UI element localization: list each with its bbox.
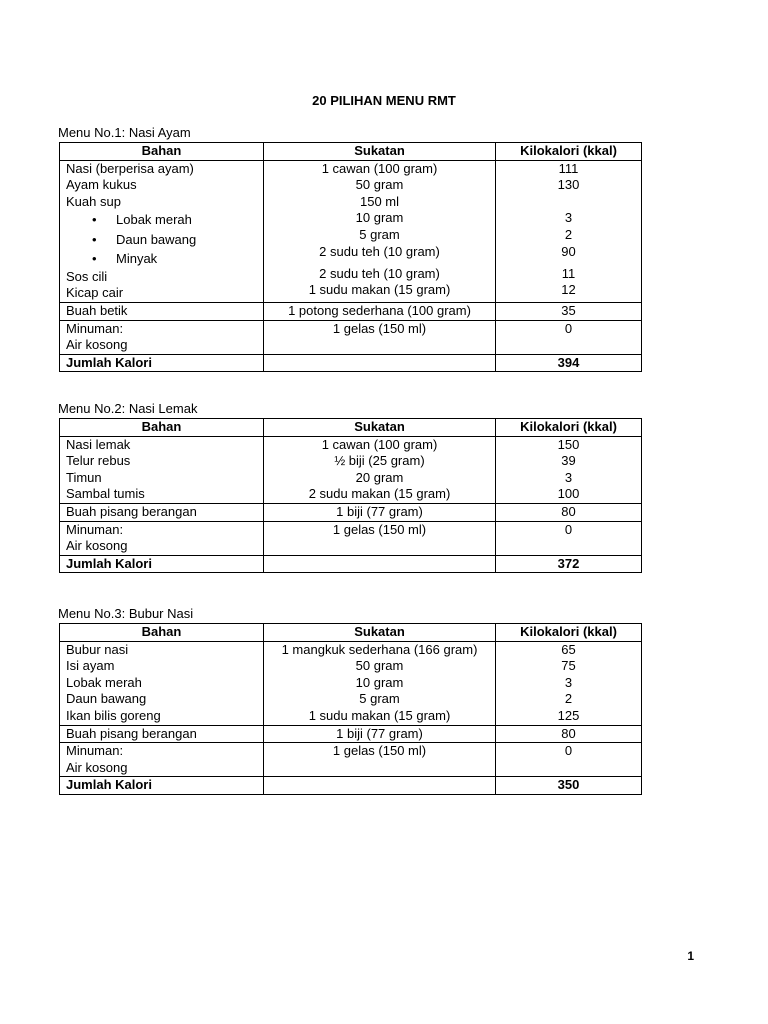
header-kalori: Kilokalori (kkal) [496, 419, 642, 437]
drink-label: Minuman: [66, 743, 124, 759]
measure: 10 gram [355, 210, 404, 226]
menu-1-label: Menu No.1: Nasi Ayam [58, 125, 191, 140]
kalori-cell [496, 160, 642, 302]
ingredient: Ikan bilis goreng [66, 707, 161, 723]
measure: ½ biji (25 gram) [334, 453, 425, 469]
drink-name: Air kosong [66, 759, 128, 775]
kcal: 0 [496, 521, 642, 555]
empty-cell [264, 354, 496, 372]
kalori-cell [496, 641, 642, 725]
kalori-cell [496, 436, 642, 503]
kcal: 100 [557, 486, 580, 502]
measure: 1 gelas (150 ml) [264, 743, 496, 777]
ingredient: Bubur nasi [66, 641, 129, 657]
table-row [60, 743, 642, 777]
measure: 1 mangkuk sederhana (166 gram) [281, 641, 478, 657]
empty-cell [264, 777, 496, 795]
sukatan-cell [264, 436, 496, 503]
drink-label: Minuman: [66, 521, 124, 537]
ingredient [60, 743, 264, 777]
kcal: 2 [564, 226, 573, 242]
header-sukatan: Sukatan [264, 419, 496, 437]
measure: 5 gram [359, 691, 400, 707]
ingredient: Sambal tumis [66, 486, 145, 502]
table-header-row [60, 419, 642, 437]
measure: 50 gram [355, 177, 404, 193]
kcal: 35 [496, 303, 642, 321]
ingredient: Kuah sup [66, 193, 121, 209]
bullet-item: • Daun bawang [66, 230, 257, 250]
kcal: 2 [564, 691, 573, 707]
table-row [60, 160, 642, 302]
table-row [60, 503, 642, 521]
header-kalori: Kilokalori (kkal) [496, 624, 642, 642]
kcal: 80 [496, 503, 642, 521]
bullet-item: • Lobak merah [66, 210, 257, 230]
total-value: 372 [496, 555, 642, 573]
total-label: Jumlah Kalori [60, 555, 264, 573]
sukatan-cell [264, 641, 496, 725]
measure: 20 gram [355, 469, 404, 485]
table-row [60, 521, 642, 555]
header-sukatan: Sukatan [264, 624, 496, 642]
kcal: 39 [561, 453, 576, 469]
drink-label: Minuman: [66, 320, 124, 336]
menu-2-table [59, 418, 642, 573]
kcal: 0 [496, 743, 642, 777]
kcal: 0 [496, 320, 642, 354]
kcal [502, 194, 635, 211]
bahan-cell [60, 160, 264, 302]
total-value: 394 [496, 354, 642, 372]
empty-cell [264, 555, 496, 573]
ingredient: Timun [66, 469, 102, 485]
bahan-cell [60, 641, 264, 725]
table-row [60, 641, 642, 725]
table-row [60, 320, 642, 354]
kcal: 75 [561, 658, 576, 674]
header-bahan: Bahan [60, 143, 264, 161]
ingredient: Lobak merah [66, 674, 142, 690]
measure: 150 ml [359, 193, 400, 209]
drink-name: Air kosong [66, 337, 128, 353]
ingredient: Isi ayam [66, 658, 115, 674]
header-sukatan: Sukatan [264, 143, 496, 161]
kcal: 12 [561, 282, 576, 298]
bahan-cell [60, 436, 264, 503]
total-value: 350 [496, 777, 642, 795]
ingredient: Kicap cair [66, 285, 124, 301]
kcal: 125 [557, 707, 580, 723]
measure: 1 potong sederhana (100 gram) [264, 303, 496, 321]
header-kalori: Kilokalori (kkal) [496, 143, 642, 161]
menu-2-label: Menu No.2: Nasi Lemak [58, 401, 198, 416]
kcal: 150 [557, 436, 580, 452]
measure: 1 gelas (150 ml) [264, 521, 496, 555]
total-row [60, 777, 642, 795]
kcal: 3 [564, 210, 573, 226]
menu-1-table [59, 142, 642, 372]
kcal: 90 [561, 243, 576, 259]
table-row [60, 725, 642, 743]
measure: 10 gram [355, 674, 404, 690]
menu-3-table [59, 623, 642, 795]
total-label: Jumlah Kalori [60, 354, 264, 372]
ingredient: Buah pisang berangan [60, 503, 264, 521]
ingredient: Ayam kukus [66, 177, 137, 193]
measure: 1 cawan (100 gram) [321, 160, 438, 176]
menu-3-label: Menu No.3: Bubur Nasi [58, 606, 194, 621]
ingredient: Nasi (berperisa ayam) [66, 160, 194, 176]
measure: 1 cawan (100 gram) [321, 436, 438, 452]
measure: 50 gram [355, 658, 404, 674]
measure: 2 sudu teh (10 gram) [319, 243, 440, 259]
measure: 2 sudu teh (10 gram) [319, 265, 440, 281]
kcal: 65 [561, 641, 576, 657]
table-header-row [60, 143, 642, 161]
measure: 1 biji (77 gram) [264, 725, 496, 743]
sukatan-cell [264, 160, 496, 302]
ingredient: Buah pisang berangan [60, 725, 264, 743]
table-header-row [60, 624, 642, 642]
table-row [60, 436, 642, 503]
kcal: 111 [558, 160, 579, 176]
page-number: 1 [687, 949, 694, 963]
ingredient: Sos cili [66, 268, 108, 284]
measure: 5 gram [359, 226, 400, 242]
ingredient: Telur rebus [66, 453, 131, 469]
kcal: 11 [561, 265, 576, 281]
kcal: 80 [496, 725, 642, 743]
table-row [60, 303, 642, 321]
ingredient: Daun bawang [66, 691, 147, 707]
measure: 1 biji (77 gram) [264, 503, 496, 521]
measure: 1 sudu makan (15 gram) [308, 282, 451, 298]
total-row [60, 354, 642, 372]
bullet-item: • Minyak [66, 249, 257, 269]
ingredient: Nasi lemak [66, 436, 131, 452]
drink-name: Air kosong [66, 538, 128, 554]
measure: 1 gelas (150 ml) [264, 320, 496, 354]
header-bahan: Bahan [60, 419, 264, 437]
ingredient [60, 320, 264, 354]
kcal: 130 [557, 177, 580, 193]
ingredient: Buah betik [60, 303, 264, 321]
measure: 2 sudu makan (15 gram) [308, 486, 451, 502]
kcal: 3 [564, 674, 573, 690]
total-label: Jumlah Kalori [60, 777, 264, 795]
total-row [60, 555, 642, 573]
header-bahan: Bahan [60, 624, 264, 642]
measure: 1 sudu makan (15 gram) [308, 707, 451, 723]
ingredient [60, 521, 264, 555]
kcal: 3 [564, 469, 573, 485]
page-title: 20 PILIHAN MENU RMT [312, 93, 456, 108]
